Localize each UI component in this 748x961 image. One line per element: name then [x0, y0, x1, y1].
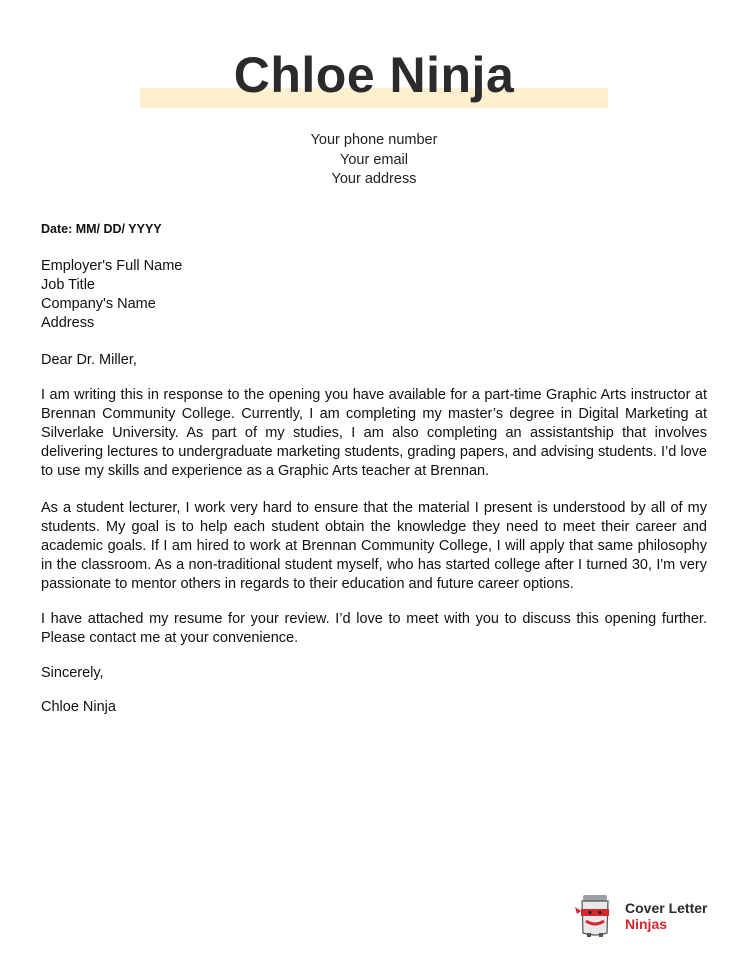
body-paragraph-3: I have attached my resume for your review. I’d love to meet with you to discuss this opening further. Please contact me at your convenience. — [41, 611, 707, 646]
employer-name: Employer's Full Name — [41, 258, 183, 274]
company-name: Company's Name — [41, 296, 156, 312]
date-line: Date: MM/ DD/ YYYY — [41, 222, 162, 236]
logo-text-line1: Cover Letter — [625, 900, 708, 916]
name-header — [0, 44, 748, 114]
recipient-block — [41, 257, 182, 333]
job-title: Job Title — [41, 277, 95, 293]
signature: Chloe Ninja — [41, 699, 116, 715]
ninja-mascot-icon — [574, 889, 620, 939]
address-line: Your address — [331, 171, 417, 187]
applicant-name: Chloe Ninja — [233, 47, 515, 103]
body-paragraph-1: I am writing this in response to the opening you have available for a part-time Graphic Arts instructor at Brennan Community College. Currently, I am completing my master’s degree in Digital Marketing at Silverlake University. As part of my studies, I am also completing an assistantship that involves delivering lectures to undergraduate marketing students, grading papers, and advising students. I’d love to use my skills and experience as a Graphic Arts teacher at Brennan. — [41, 387, 707, 479]
salutation: Dear Dr. Miller, — [41, 352, 137, 368]
contact-block — [0, 131, 748, 190]
logo-text-line2: Ninjas — [625, 916, 668, 932]
recipient-address: Address — [41, 315, 95, 331]
body-paragraph-2: As a student lecturer, I work very hard to ensure that the material I present is understood by all of my students. My goal is to help each student obtain the knowledge they need to meet their career and academic goals. If I am hired to work at Brennan Community College, I will apply that same philosophy in the classroom. As a non-traditional student myself, who has started college after I turned 30, I'm very passionate to mentor others in regards to their education and future career options. — [41, 500, 707, 592]
cover-letter-ninjas-logo — [574, 889, 724, 939]
email-line: Your email — [340, 151, 408, 168]
phone-line: Your phone number — [310, 132, 438, 148]
closing: Sincerely, — [41, 665, 104, 681]
